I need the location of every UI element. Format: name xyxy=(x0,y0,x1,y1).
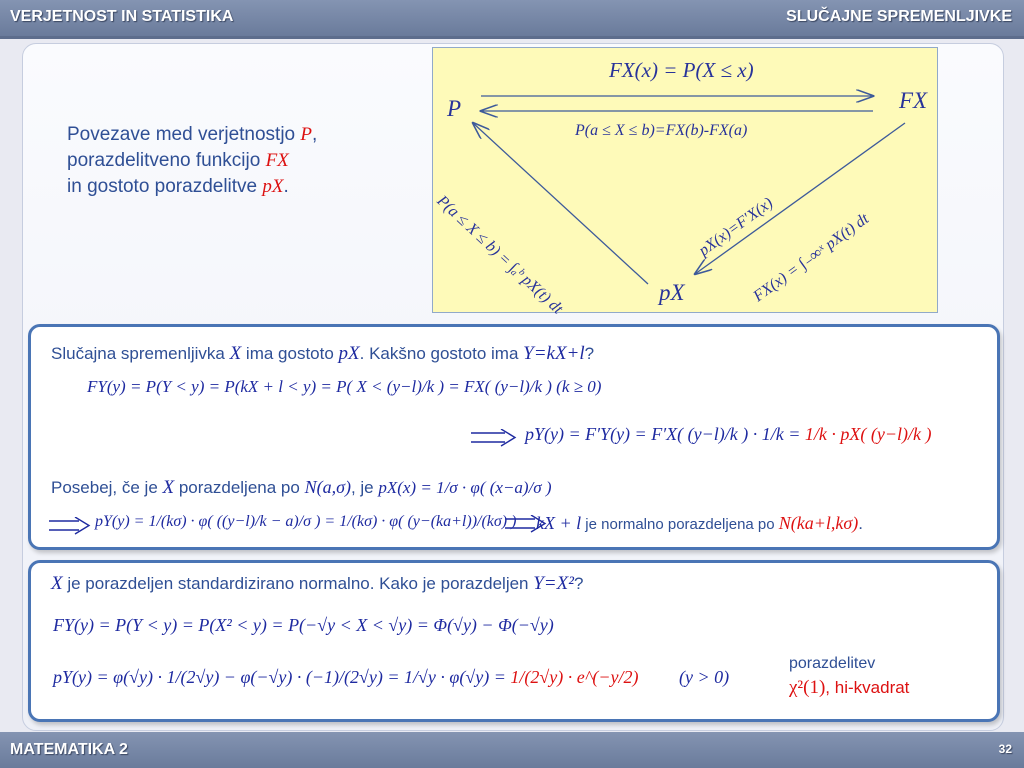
footer-course: MATEMATIKA 2 xyxy=(10,741,128,758)
implies-arrow-2 xyxy=(49,517,91,535)
course-title: VERJETNOST IN STATISTIKA xyxy=(10,8,234,25)
box2-formula-cdf: FY(y) = P(Y < y) = P(X² < y) = P(−√y < X < √y) = Φ(√y) − Φ(−√y) xyxy=(53,615,554,635)
intro-line-1: Povezave med verjetnostjo xyxy=(67,124,301,145)
intro-comma: , xyxy=(312,124,318,145)
symbol-kX-plus-l: kX + l xyxy=(536,513,582,533)
diagram-right-inner-formula: pX(x)=F′X(x) xyxy=(695,194,777,260)
diagram-middle-formula: P(a ≤ X ≤ b)=FX(b)-FX(a) xyxy=(575,122,748,139)
box1-dot: . xyxy=(858,514,864,533)
box2-text1: je porazdeljen standardizirano normalno. Kako je porazdeljen xyxy=(62,574,534,593)
symbol-pX-inline: pX xyxy=(338,343,360,364)
box1-text7: je normalno porazdeljena po xyxy=(581,516,779,533)
symbol-Y-squared: Y=X² xyxy=(533,573,574,594)
box1-formula-normal-Y: pY(y) = 1/(kσ) · φ( ((y−l)/k − a)/σ ) = 1/(kσ) · φ( (y−(ka+l))/(kσ) ) xyxy=(95,513,517,530)
linear-transform-box xyxy=(28,324,1000,550)
box1-special-case xyxy=(51,477,552,499)
box1-formula-cdf: FY(y) = P(Y < y) = P(kX + l < y) = P( X < (y−l)/k ) = FX( (y−l)/k ) (k ≥ 0) xyxy=(87,377,602,396)
box1-formula-pdf-result: 1/k · pX( (y−l)/k ) xyxy=(804,424,932,444)
chi-square-label xyxy=(789,677,909,699)
node-pX: pX xyxy=(659,280,685,305)
diagram-left-formula: P(a ≤ X ≤ b) = ∫ₐᵇ pX(t) dt xyxy=(433,192,566,318)
symbol-X-box2: X xyxy=(51,573,63,594)
symbol-FX: FX xyxy=(265,150,289,171)
box2-qmark: ? xyxy=(573,574,584,593)
symbol-X-2: X xyxy=(162,477,175,498)
distribution-label: porazdelitev xyxy=(789,655,876,672)
symbol-Y: Y=kX+l xyxy=(523,343,585,364)
symbol-pX: pX xyxy=(262,176,284,197)
title-bar xyxy=(0,0,1024,39)
box2-formula-pdf-main: pY(y) = φ(√y) · 1/(2√y) − φ(−√y) · (−1)/(2√y) = 1/√y · φ(√y) = xyxy=(53,667,511,687)
diagram-right-outer-formula: FX(x) = ∫₋∞ˣ pX(t) dt xyxy=(750,210,873,306)
intro-dot: . xyxy=(283,176,289,197)
symbol-N-a-sigma: N(a,σ) xyxy=(304,477,351,497)
node-P: P xyxy=(447,96,462,121)
symbol-X: X xyxy=(229,343,242,364)
chapter-title: SLUČAJNE SPREMENLJIVKE xyxy=(786,8,1012,25)
implies-arrow-1 xyxy=(471,429,517,447)
box1-formula-pdf-main: pY(y) = F′Y(y) = F′X( (y−l)/k ) · 1/k = xyxy=(525,424,805,444)
intro-text xyxy=(67,122,317,200)
box2-formula-pdf-result: 1/(2√y) · e^(−y/2) xyxy=(510,667,639,687)
box1-formula-normal-pdf: pX(x) = 1/σ · φ( (x−a)/σ ) xyxy=(378,478,552,497)
box2-condition: (y > 0) xyxy=(679,667,730,687)
intro-line-3: in gostoto porazdelitve xyxy=(67,176,263,197)
chi-separator: , xyxy=(825,678,831,697)
box1-text3: . Kakšno gostoto ima xyxy=(359,344,524,363)
intro-line-2: porazdelitveno funkcijo xyxy=(67,150,266,171)
node-FX: FX xyxy=(899,88,928,113)
footer-bar xyxy=(0,732,1024,768)
symbol-chi-square: χ²(1) xyxy=(789,677,826,698)
box1-question xyxy=(51,343,594,365)
box2-question xyxy=(51,573,583,595)
box2-formula-pdf xyxy=(53,667,638,688)
symbol-N-result: N(ka+l,kσ) xyxy=(778,513,859,533)
box1-text5: porazdeljena po xyxy=(174,478,305,497)
box1-text2: ima gostoto xyxy=(241,344,339,363)
page-number: 32 xyxy=(998,742,1012,756)
box1-text4: Posebej, če je xyxy=(51,478,163,497)
diagram-top-formula: FX(x) = P(X ≤ x) xyxy=(609,58,754,82)
chi-square-box xyxy=(28,560,1000,722)
box1-conclusion xyxy=(536,513,863,534)
relations-diagram xyxy=(432,47,938,318)
box1-qmark: ? xyxy=(584,344,595,363)
symbol-P: P xyxy=(300,124,313,145)
box1-text6: , je xyxy=(350,478,379,497)
box1-text1: Slučajna spremenljivka xyxy=(51,344,230,363)
chi-square-name: hi-kvadrat xyxy=(834,678,910,697)
box1-formula-pdf xyxy=(525,424,931,445)
